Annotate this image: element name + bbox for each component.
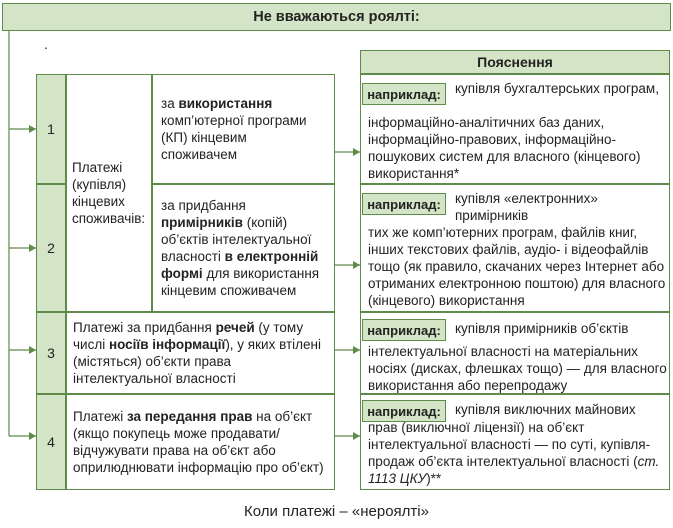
example-tag: наприклад:: [362, 193, 446, 215]
row-number-2: 2: [36, 184, 66, 312]
explanation-3: наприклад: купівля примірників об’єктів інтелектуальної власності на матеріальних носіях (дисках, флешках тощо) — для власного використання або перепродажу: [360, 312, 670, 394]
row-3-text: Платежі за придбання речей (у тому числі носіїв інформації), у яких втілені (містяться) об’єкти права інтелектуальної власності: [66, 312, 335, 394]
explanation-4: наприклад: купівля виключних майнових прав (виключної ліцензії) на об’єкт інтелектуальної власності — по суті, купівля-продаж об’єкта інтелектуальної власності (ст. 1113 ЦКУ)**: [360, 394, 670, 490]
row-2-text: за придбання примірників (копій) об’єктів інтелектуальної власності в електронній формі для використання кінцевим споживачем: [152, 184, 335, 312]
dot-mark: .: [44, 36, 48, 52]
explanation-2: наприклад: купівля «електронних» примірників тих же комп’ютерних програм, файлів книг, інших текстових файлів, аудіо- і відеофайлів тощо (як правило, скачаних через Інтернет або отриманих електронною поштою) для власного (кінцевого) використання: [360, 184, 670, 312]
header-title: Не вважаються роялті:: [2, 3, 671, 31]
row-1-text: за використання комп’ютерної програми (КП) кінцевим споживачем: [152, 74, 335, 184]
example-tag: наприклад:: [362, 400, 446, 422]
row-number-1: 1: [36, 74, 66, 184]
explanation-1: наприклад: купівля бухгалтерських програм, інформаційно-аналітичних баз даних, інформаційно-правових, інформаційно-пошукових систем для власного (кінцевого) використання*: [360, 74, 670, 184]
consumer-payments-label: Платежі (купівля) кінцевих споживачів:: [66, 74, 152, 312]
explanations-title: Пояснення: [360, 50, 670, 74]
figure-caption: Коли платежі – «нероялті»: [244, 503, 429, 520]
row-4-text: Платежі за передання прав на об’єкт (якщо покупець може продавати/ відчужувати права на об’єкт або оприлюднювати інформацію про об’єкт): [66, 394, 335, 490]
row-number-3: 3: [36, 312, 66, 394]
example-tag: наприклад:: [362, 319, 446, 341]
row-number-4: 4: [36, 394, 66, 490]
example-tag: наприклад:: [362, 83, 446, 105]
